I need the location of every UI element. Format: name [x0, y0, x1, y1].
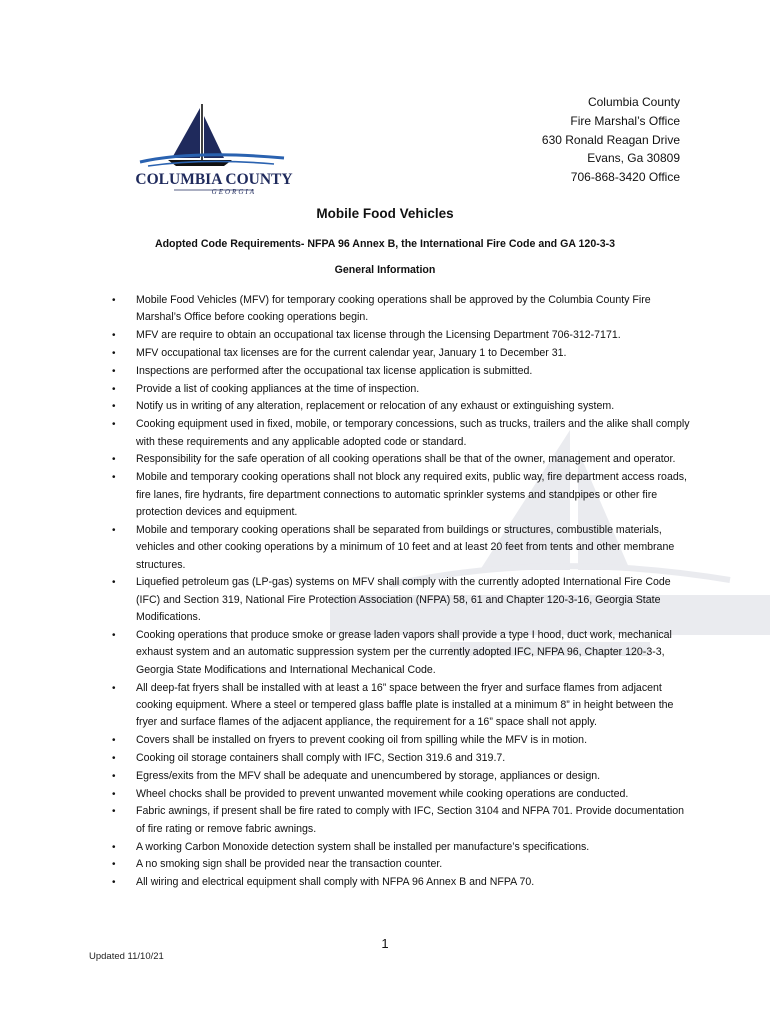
bullet-icon: •	[112, 788, 116, 800]
list-item	[110, 381, 690, 398]
list-item-text: Provide a list of cooking appliances at the time of inspection.	[136, 382, 420, 395]
bullet-icon: •	[112, 806, 116, 818]
list-item	[110, 750, 690, 767]
list-item-text: A working Carbon Monoxide detection system shall be installed per manufacture’s specifications.	[136, 840, 590, 853]
address-block	[542, 93, 680, 187]
list-item-text: Cooking equipment used in fixed, mobile, or temporary concessions, such as trucks, trailers and the alike shall comply with these requirements and any applicable adopted code or standard.	[136, 418, 690, 448]
list-item-text: MFV are require to obtain an occupational tax license through the Licensing Department 706-312-7171.	[136, 329, 621, 342]
bullet-icon: •	[112, 330, 116, 342]
list-item-text: Notify us in writing of any alteration, replacement or relocation of any exhaust or extinguishing system.	[136, 400, 615, 413]
list-item	[110, 398, 690, 415]
list-item	[110, 363, 690, 380]
list-item	[110, 732, 690, 749]
columbia-county-logo	[134, 100, 294, 198]
list-item	[110, 469, 690, 521]
list-item	[110, 627, 690, 679]
bullet-icon: •	[112, 577, 116, 589]
bullet-icon: •	[112, 401, 116, 413]
list-item-text: Fabric awnings, if present shall be fire rated to comply with IFC, Section 3104 and NFPA 701. Provide documentation of fire rating or remove fabric awnings.	[136, 805, 685, 835]
list-item	[110, 345, 690, 362]
bullet-icon: •	[112, 682, 116, 694]
bullet-icon: •	[112, 295, 116, 306]
bullet-icon: •	[112, 472, 116, 484]
list-item	[110, 451, 690, 468]
bullet-icon: •	[112, 841, 116, 853]
logo-text-sub: GEORGIA	[211, 188, 256, 196]
list-item-text: Liquefied petroleum gas (LP-gas) systems on MFV shall comply with the currently adopted International Fire Code (IFC) and Section 319, National Fire Protection Association (NFPA) 58, 61 and Chapter 120-3-16, Georgia State Modifications.	[136, 576, 671, 624]
bullet-icon: •	[112, 524, 116, 536]
list-item-text: Egress/exits from the MFV shall be adequate and unencumbered by storage, appliances or design.	[136, 769, 601, 782]
list-item-text: Cooking oil storage containers shall comply with IFC, Section 319.6 and 319.7.	[136, 752, 506, 765]
list-item-text: Mobile and temporary cooking operations shall be separated from buildings or structures, combustible materials, vehicles and other cooking operations by a minimum of 10 feet and at least 20 feet from tents and other membrane structures.	[136, 523, 675, 571]
sailboat-logo-graphic	[134, 100, 294, 198]
bullet-icon: •	[112, 348, 116, 359]
requirements-list	[110, 292, 690, 892]
list-item-text: MFV occupational tax licenses are for the current calendar year, January 1 to December 31.	[136, 347, 567, 359]
page-number: 1	[381, 936, 389, 951]
bullet-icon: •	[112, 877, 116, 889]
address-line-2: Fire Marshal’s Office	[570, 113, 680, 128]
list-item	[110, 856, 690, 873]
bullet-icon: •	[112, 454, 116, 466]
list-item-text: Inspections are performed after the occupational tax license application is submitted.	[136, 364, 533, 377]
list-item	[110, 574, 690, 626]
bullet-icon: •	[112, 630, 116, 642]
bullet-icon: •	[112, 419, 116, 431]
address-line-3: 630 Ronald Reagan Drive	[541, 132, 680, 147]
bullet-icon: •	[112, 859, 116, 871]
bullet-icon: •	[112, 753, 116, 765]
address-line-5: 706-868-3420 Office	[570, 170, 680, 185]
list-item	[110, 839, 690, 856]
document-subtitle: Adopted Code Requirements- NFPA 96 Annex B, the International Fire Code and GA 120-3-3	[154, 238, 616, 250]
list-item-text: Covers shall be installed on fryers to prevent cooking oil from spilling while the MFV is in motion.	[136, 734, 588, 747]
bullet-icon: •	[112, 383, 116, 395]
list-item-text: Wheel chocks shall be provided to prevent unwanted movement while cooking operations are conducted.	[136, 787, 629, 800]
footer-updated-date: Updated 11/10/21	[89, 951, 164, 962]
list-item-text: Cooking operations that produce smoke or grease laden vapors shall provide a type I hood, duct work, mechanical exhaust system and an automatic suppression system per the currently adopted IFC, NFPA 96, Chapter 120-3-3, Georgia State Modifications and International Mechanical Code.	[136, 629, 672, 676]
section-heading: General Information	[334, 264, 436, 276]
list-item-text: Mobile and temporary cooking operations shall not block any required exits, public way, fire department access roads, fire lanes, fire hydrants, fire department connections to automatic sprinkler systems and standpipes or other fire protection devices and equipment.	[136, 471, 687, 518]
list-item	[110, 327, 690, 344]
bullet-icon: •	[112, 365, 116, 377]
list-item	[110, 786, 690, 803]
list-item-text: All deep-fat fryers shall be installed with at least a 16” space between the fryer and surface flames from adjacent cooking equipment. Where a steel or tempered glass baffle plate is installed at a minimum 8” in height between the fryer and surface flames of the adjacent appliance, the requirement for a 16” space shall not apply.	[136, 681, 674, 729]
list-item	[110, 768, 690, 785]
document-title: Mobile Food Vehicles	[316, 206, 454, 221]
list-item	[110, 292, 690, 327]
address-line-4: Evans, Ga 30809	[587, 151, 680, 166]
list-item-text: Mobile Food Vehicles (MFV) for temporary cooking operations shall be approved by the Columbia County Fire Marshal’s Office before cooking operations begin.	[136, 294, 651, 324]
list-item	[110, 803, 690, 838]
list-item-text: A no smoking sign shall be provided near the transaction counter.	[136, 858, 443, 871]
address-line-1: Columbia County	[587, 95, 680, 109]
bullet-icon: •	[112, 735, 116, 747]
list-item	[110, 522, 690, 574]
list-item	[110, 416, 690, 451]
list-item	[110, 680, 690, 732]
list-item	[110, 874, 690, 891]
logo-text-main: COLUMBIA COUNTY	[135, 171, 293, 188]
bullet-icon: •	[112, 770, 116, 782]
list-item-text: Responsibility for the safe operation of all cooking operations shall be that of the owner, management and operator.	[136, 453, 676, 466]
list-item-text: All wiring and electrical equipment shall comply with NFPA 96 Annex B and NFPA 70.	[136, 876, 535, 889]
